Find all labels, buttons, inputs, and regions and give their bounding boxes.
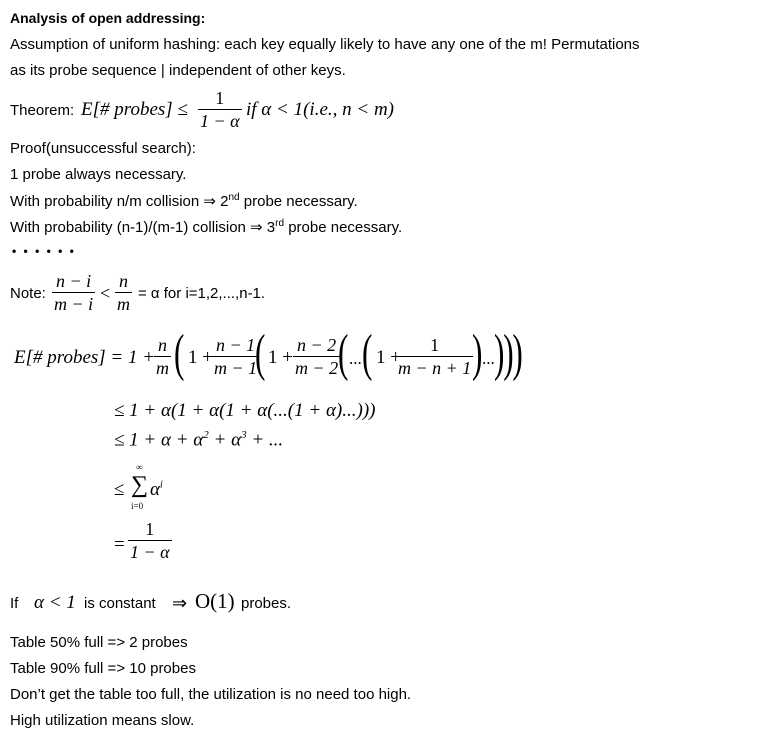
eq4-alpha: [150, 480, 163, 499]
fraction-bar: [52, 292, 95, 293]
eq1-dots-a: ...: [349, 349, 362, 368]
eq1-fraction-2-numerator: n − 1: [216, 335, 256, 355]
sum-upper-limit: ∞: [136, 462, 143, 472]
proof-label: Proof(unsuccessful search):: [10, 140, 196, 157]
eq5-denominator: 1 − α: [130, 542, 170, 562]
eq5-numerator: 1: [145, 519, 155, 539]
fraction-bar: [293, 356, 340, 357]
eq1-fraction-3-numerator: n − 2: [297, 335, 337, 355]
eq1-fraction-3: [293, 336, 340, 377]
eq1-one-plus-a: 1 +: [188, 347, 213, 368]
fraction-bar: [198, 109, 242, 110]
alpha-symbol: α: [150, 479, 160, 500]
theorem-label: Theorem:: [10, 102, 75, 119]
eq1-fraction-2: [212, 336, 259, 377]
eq1-fraction-3-denominator: m − 2: [295, 358, 339, 378]
implies-arrow: ⇒: [172, 593, 188, 613]
if-condition: α < 1: [34, 592, 76, 613]
note-tail: = α for i=1,2,...,n-1.: [138, 285, 266, 302]
proof-line-2: [10, 193, 358, 209]
sum-symbol: ∑: [131, 472, 149, 498]
note-label: Note:: [10, 285, 46, 302]
proof-line-2-tail: probe necessary.: [239, 193, 358, 210]
eq3: [114, 430, 283, 449]
fraction-bar: [128, 540, 172, 541]
eq3-part-c: + ...: [246, 429, 284, 451]
exponent: i: [159, 479, 163, 491]
dont-line: Don’t get the table too full, the utilization is no need too high.: [10, 686, 412, 703]
note-fraction-2: [115, 272, 132, 313]
left-paren-2: (: [255, 325, 266, 382]
right-paren-1: ): [472, 325, 483, 382]
eq1-fraction-4-numerator: 1: [430, 335, 440, 355]
eq3-part-b: + α: [208, 429, 242, 451]
eq1-one-plus-b: 1 +: [268, 347, 293, 368]
note-fraction-2-denominator: m: [117, 294, 130, 314]
theorem-condition: if α < 1(i.e., n < m): [246, 99, 395, 120]
eq1-one-plus-c: 1 +: [376, 347, 401, 368]
right-parens-closing: ))): [494, 325, 522, 382]
eq5-fraction: [128, 520, 172, 561]
if-line-prefix: If: [10, 595, 19, 612]
fraction-bar: [115, 292, 132, 293]
eq1-fraction-2-denominator: m − 1: [214, 358, 258, 378]
assumption-line-2: as its probe sequence | independent of other keys.: [10, 62, 346, 79]
theorem-numerator: 1: [215, 88, 225, 108]
note-fraction-2-numerator: n: [119, 271, 128, 291]
note-fraction-1-numerator: n − i: [56, 271, 92, 291]
note-fraction-1: [52, 272, 95, 313]
left-paren-4: (: [362, 325, 373, 382]
proof-line-2-text: With probability n/m collision ⇒ 2: [10, 193, 229, 210]
sum-lower-limit: i=0: [131, 501, 144, 511]
if-middle: is constant: [84, 595, 156, 612]
eq5-equals: =: [114, 534, 125, 555]
eq1-lhs: E[# probes] = 1 +: [14, 347, 156, 368]
table-90-line: Table 90% full => 10 probes: [10, 660, 196, 677]
proof-line-1: 1 probe always necessary.: [10, 166, 187, 183]
eq4-le: ≤: [114, 479, 125, 500]
ordinal-suffix: nd: [228, 192, 240, 203]
left-paren-1: (: [174, 325, 185, 382]
fraction-bar: [212, 356, 259, 357]
exponent: 2: [203, 429, 209, 441]
fraction-bar: [154, 356, 171, 357]
eq1-fraction-1: [154, 336, 171, 377]
eq1-fraction-4: [396, 336, 473, 377]
theorem-lhs: E[# probes] ≤: [81, 99, 188, 120]
heading: Analysis of open addressing:: [10, 10, 206, 26]
eq3-part-a: ≤ 1 + α + α: [114, 429, 204, 451]
eq1-fraction-4-denominator: m − n + 1: [398, 358, 472, 378]
proof-line-3: [10, 219, 402, 235]
ordinal-suffix: rd: [275, 218, 285, 229]
theorem-denominator: 1 − α: [200, 111, 240, 131]
fraction-bar: [396, 356, 473, 357]
ellipsis-dots: • • • • • •: [12, 244, 76, 258]
eq1-fraction-1-denominator: m: [156, 358, 169, 378]
table-50-line: Table 50% full => 2 probes: [10, 634, 188, 651]
eq1-dots-b: ...: [482, 349, 495, 368]
assumption-line-1: Assumption of uniform hashing: each key equally likely to have any one of the m! Permutations: [10, 36, 640, 53]
if-suffix: probes.: [241, 595, 292, 612]
note-fraction-1-denominator: m − i: [54, 294, 94, 314]
eq2: ≤ 1 + α(1 + α(1 + α(...(1 + α)...))): [114, 400, 376, 421]
proof-line-3-tail: probe necessary.: [284, 219, 403, 236]
proof-line-3-text: With probability (n-1)/(m-1) collision ⇒ 3: [10, 219, 276, 236]
left-paren-3: (: [338, 325, 349, 382]
eq1-fraction-1-numerator: n: [158, 335, 167, 355]
exponent: 3: [241, 429, 247, 441]
high-utilization-line: High utilization means slow.: [10, 712, 195, 729]
big-o: O(1): [195, 589, 235, 613]
note-less-than: <: [100, 283, 111, 303]
theorem-fraction: [198, 89, 242, 130]
